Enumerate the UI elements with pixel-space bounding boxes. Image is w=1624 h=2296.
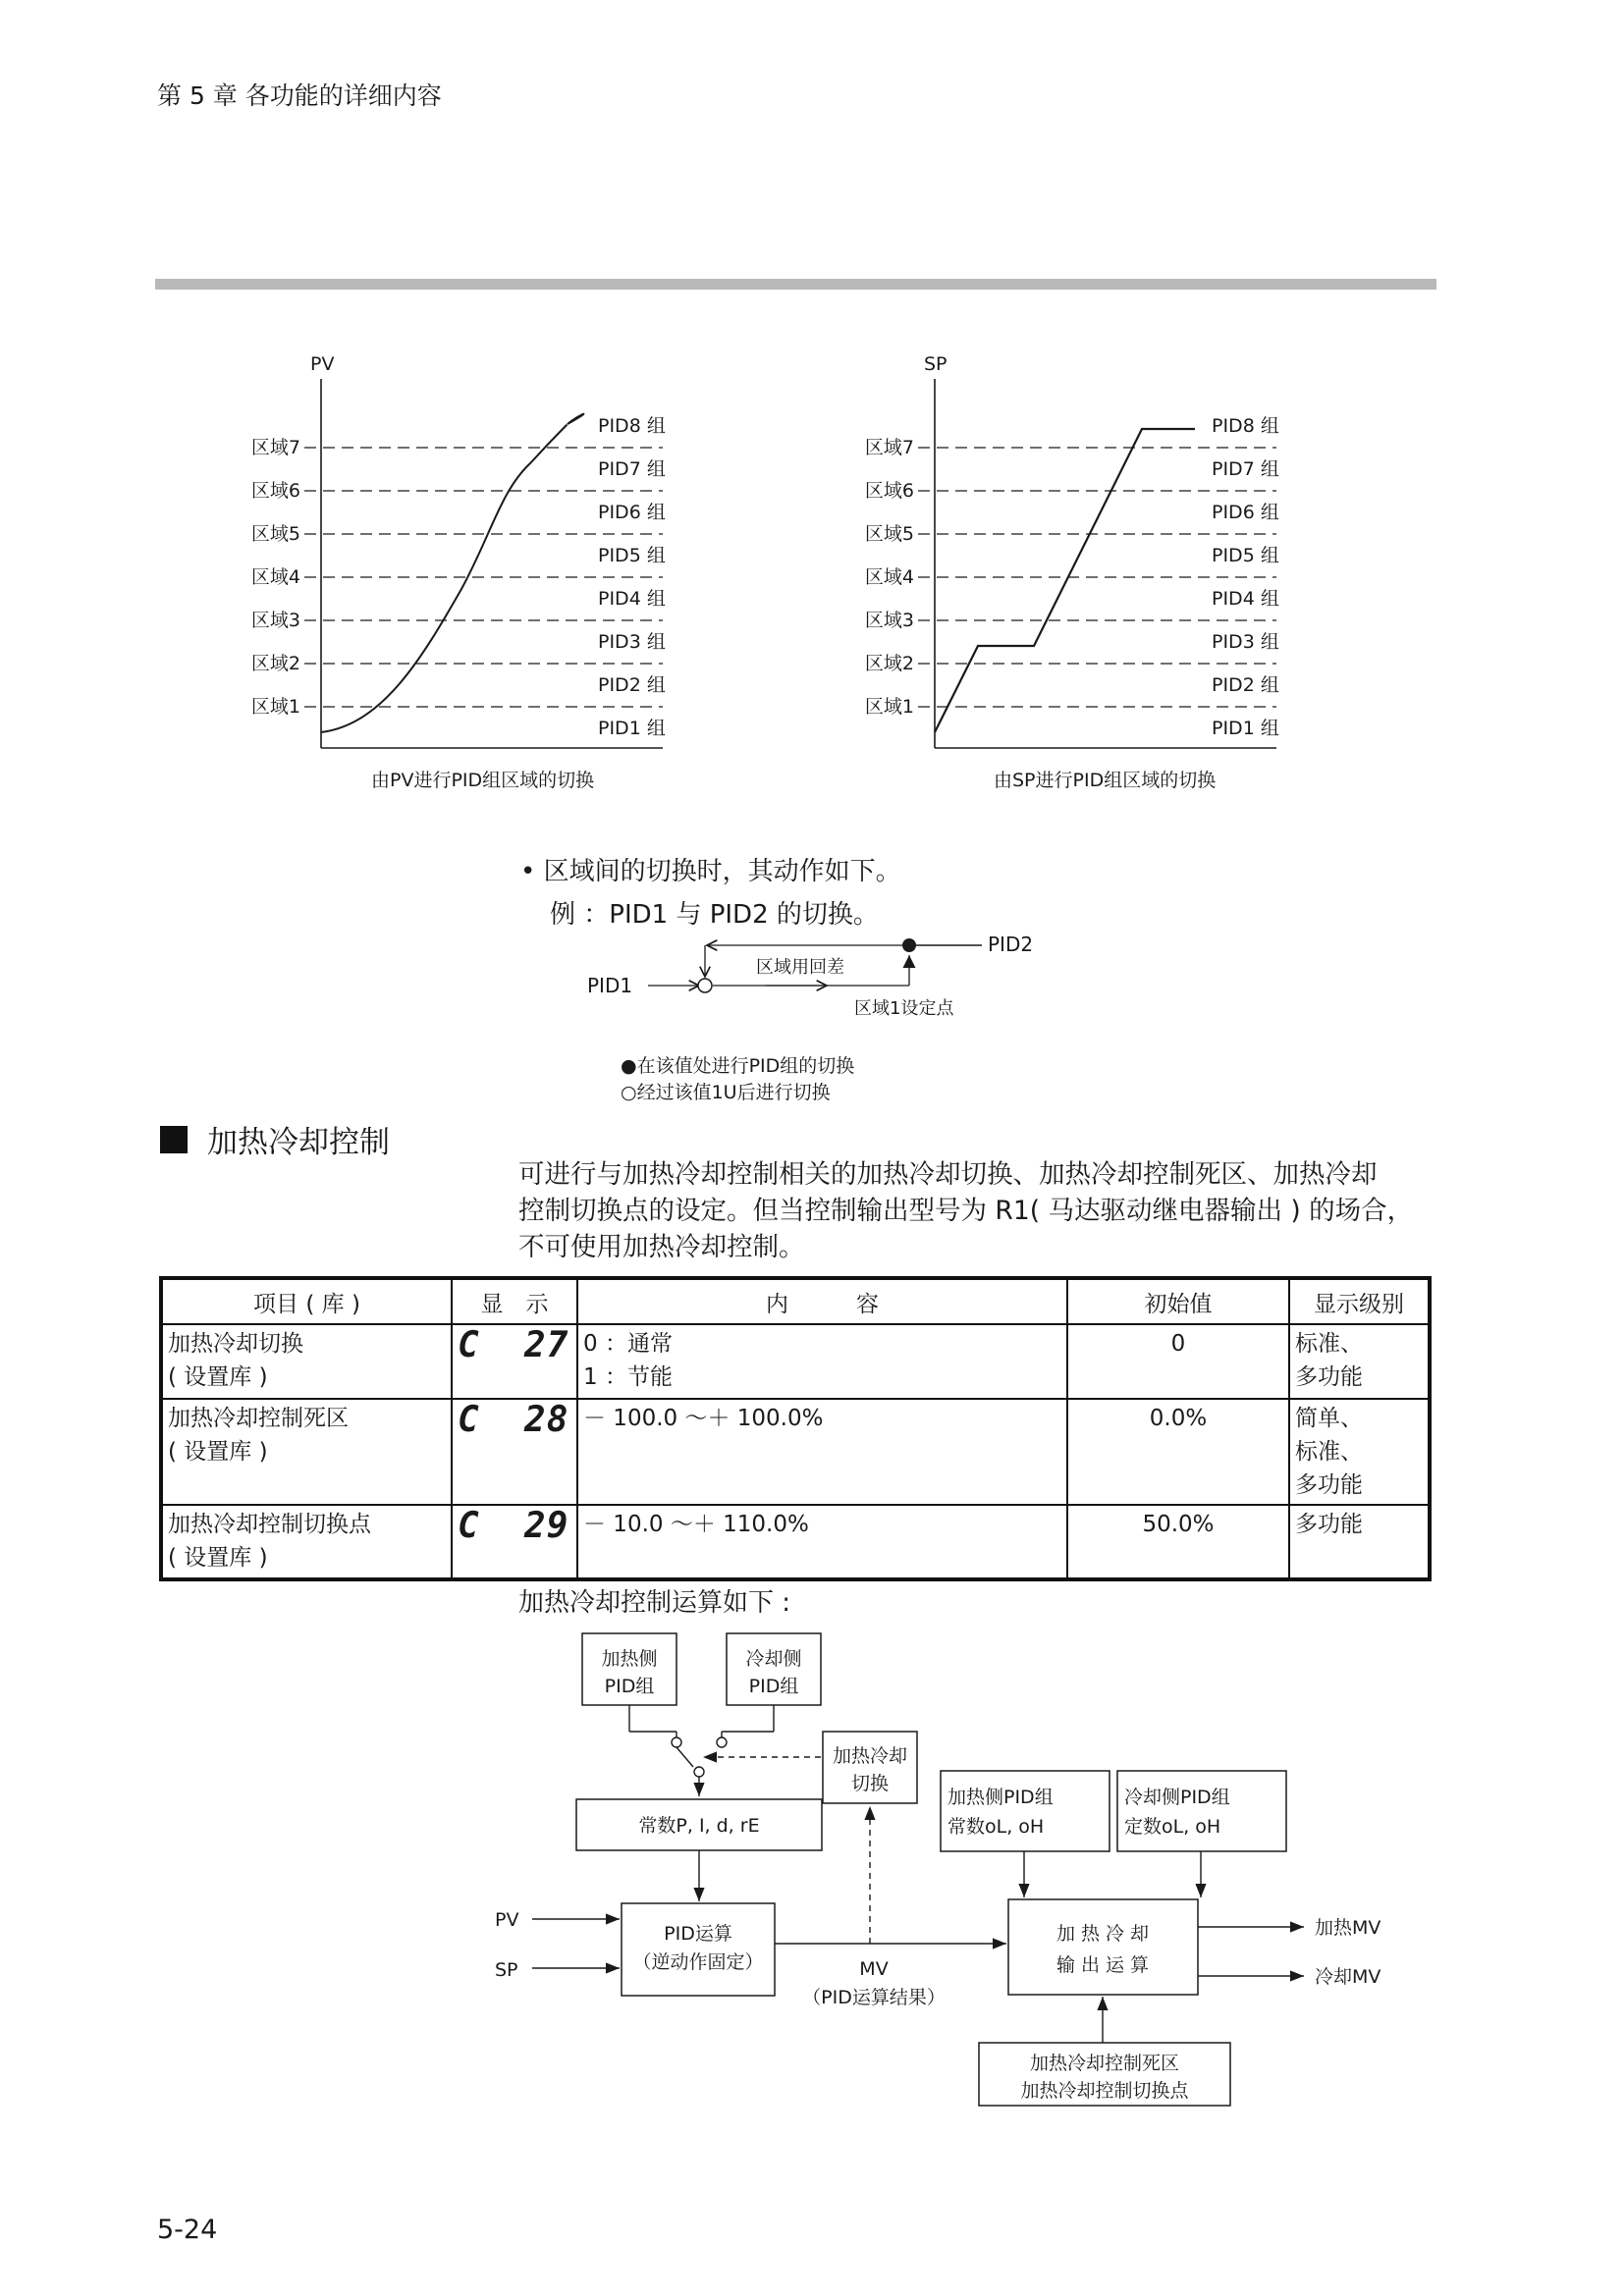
header-item: 项目 ( 库 ) bbox=[161, 1278, 452, 1324]
pv-zone-label: 区域3 bbox=[250, 610, 300, 631]
filled-switch-point bbox=[902, 938, 916, 952]
section-paragraph bbox=[518, 1156, 1441, 1265]
table-header-row bbox=[161, 1278, 1430, 1324]
header-rule bbox=[155, 279, 1436, 290]
pv-group-label: PID6 组 bbox=[598, 502, 666, 523]
header-display: 显 示 bbox=[452, 1278, 577, 1324]
cell-item: 加热冷却控制切换点 ( 设置库 ) bbox=[161, 1505, 452, 1579]
sp-zone-label: 区域3 bbox=[864, 610, 914, 631]
section-square-icon bbox=[160, 1126, 188, 1153]
pv-group-label: PID3 组 bbox=[598, 631, 666, 653]
sp-axis-label: SP bbox=[924, 353, 947, 375]
cool-const-label: 冷却侧PID组 bbox=[1124, 1787, 1230, 1808]
switch-label: 切换 bbox=[850, 1773, 890, 1794]
pid1-label: PID1 bbox=[587, 974, 633, 997]
cell-initial: 0 bbox=[1067, 1324, 1289, 1399]
pid2-label: PID2 bbox=[988, 933, 1034, 956]
calc-block-diagram bbox=[481, 1620, 1381, 2130]
cool-pid-label: PID组 bbox=[748, 1676, 799, 1697]
table-row bbox=[161, 1399, 1430, 1505]
cell-level: 简单、 标准、 多功能 bbox=[1289, 1399, 1430, 1505]
header-initial: 初始值 bbox=[1067, 1278, 1289, 1324]
hc-calc-label: 输 出 运 算 bbox=[1056, 1954, 1150, 1976]
sp-zone-label: 区域2 bbox=[864, 653, 914, 674]
sp-zone-label: 区域6 bbox=[864, 480, 914, 502]
legend-filled: ●在该值处进行PID组的切换 bbox=[621, 1055, 855, 1077]
pid-calc-label: （逆动作固定） bbox=[632, 1951, 764, 1973]
heat-pid-label: PID组 bbox=[604, 1676, 655, 1697]
pv-group-label: PID4 组 bbox=[598, 588, 666, 610]
sp-group-label: PID1 组 bbox=[1212, 718, 1279, 739]
sp-zone-label: 区域1 bbox=[864, 696, 914, 718]
cell-level: 标准、 多功能 bbox=[1289, 1324, 1430, 1399]
pv-zone-label: 区域6 bbox=[250, 480, 300, 502]
heat-const-label: 加热侧PID组 bbox=[947, 1787, 1054, 1808]
chapter-header: 第 5 章 各功能的详细内容 bbox=[157, 81, 442, 110]
cell-item: 加热冷却切换 ( 设置库 ) bbox=[161, 1324, 452, 1399]
cell-initial: 0.0% bbox=[1067, 1399, 1289, 1505]
zone1-setpoint-label: 区域1设定点 bbox=[854, 998, 954, 1019]
page-number: 5-24 bbox=[157, 2215, 218, 2245]
switching-note-example: 例 ：PID1 与 PID2 的切换。 bbox=[550, 900, 879, 930]
switch-legend bbox=[621, 1053, 854, 1106]
table-row bbox=[161, 1505, 1430, 1579]
sp-group-label: PID8 组 bbox=[1212, 415, 1279, 437]
cell-initial: 50.0% bbox=[1067, 1505, 1289, 1579]
cell-item: 加热冷却控制死区 ( 设置库 ) bbox=[161, 1399, 452, 1505]
hollow-switch-point bbox=[698, 979, 712, 992]
cool-pid-label: 冷却侧 bbox=[745, 1648, 802, 1670]
pv-zone-label: 区域5 bbox=[250, 523, 300, 545]
switchpoint-label: 加热冷却控制切换点 bbox=[1020, 2080, 1189, 2102]
switch-label: 加热冷却 bbox=[832, 1745, 908, 1767]
switch-pivot bbox=[694, 1767, 704, 1777]
cool-mv-label: 冷却MV bbox=[1315, 1966, 1381, 1988]
pv-group-label: PID5 组 bbox=[598, 545, 666, 566]
pv-graph-caption: 由PV进行PID组区域的切换 bbox=[371, 770, 595, 791]
mv-note-label: （PID运算结果） bbox=[802, 1987, 946, 2008]
heat-pid-label: 加热侧 bbox=[601, 1648, 658, 1670]
heat-mv-label: 加热MV bbox=[1315, 1917, 1381, 1939]
switch-contact-cool bbox=[717, 1737, 727, 1747]
segment-display: C 29 bbox=[458, 1506, 569, 1546]
sp-group-label: PID3 组 bbox=[1212, 631, 1279, 653]
segment-display: C 27 bbox=[458, 1325, 569, 1365]
sp-group-label: PID2 组 bbox=[1212, 674, 1279, 696]
sp-zone-label: 区域7 bbox=[864, 437, 914, 458]
pv-zone-label: 区域4 bbox=[250, 566, 300, 588]
heat-const-box bbox=[941, 1771, 1110, 1851]
sp-input-label: SP bbox=[495, 1959, 518, 1981]
paragraph-line: 控制切换点的设定。但当控制输出型号为 R1( 马达驱动继电器输出 ) 的场合， bbox=[518, 1196, 1414, 1226]
sp-group-label: PID5 组 bbox=[1212, 545, 1279, 566]
sp-group-label: PID4 组 bbox=[1212, 588, 1279, 610]
pv-group-label: PID1 组 bbox=[598, 718, 666, 739]
cool-const-label: 定数oL, oH bbox=[1124, 1816, 1221, 1838]
paragraph-line: 可进行与加热冷却控制相关的加热冷却切换、加热冷却控制死区、加热冷却 bbox=[518, 1159, 1378, 1190]
pv-zone-label: 区域7 bbox=[250, 437, 300, 458]
switching-note-line: • 区域间的切换时，其动作如下。 bbox=[520, 857, 901, 886]
cell-level: 多功能 bbox=[1289, 1505, 1430, 1579]
legend-hollow: ○经过该值1U后进行切换 bbox=[621, 1082, 831, 1103]
heat-const-label: 常数oL, oH bbox=[947, 1816, 1045, 1838]
switching-note bbox=[520, 850, 901, 936]
sp-graph-caption: 由SP进行PID组区域的切换 bbox=[994, 770, 1217, 791]
cell-display bbox=[452, 1324, 577, 1399]
pv-zone-label: 区域1 bbox=[250, 696, 300, 718]
pv-group-label: PID7 组 bbox=[598, 458, 666, 480]
sp-zone-label: 区域4 bbox=[864, 566, 914, 588]
cell-display bbox=[452, 1505, 577, 1579]
section-title: 加热冷却控制 bbox=[207, 1125, 390, 1160]
pv-group-label: PID8 组 bbox=[598, 415, 666, 437]
hc-calc-box bbox=[1008, 1899, 1198, 1995]
header-content: 内 容 bbox=[577, 1278, 1067, 1324]
cell-content: 0 ：通常 1 ：节能 bbox=[577, 1324, 1067, 1399]
cell-display bbox=[452, 1399, 577, 1505]
pv-axis-label: PV bbox=[310, 353, 335, 375]
paragraph-line: 不可使用加热冷却控制。 bbox=[518, 1232, 805, 1262]
sp-zone-label: 区域5 bbox=[864, 523, 914, 545]
hysteresis-label: 区域用回差 bbox=[756, 957, 844, 978]
pv-input-label: PV bbox=[495, 1909, 519, 1931]
graph-pv bbox=[236, 344, 697, 805]
hc-calc-label: 加 热 冷 却 bbox=[1056, 1923, 1150, 1945]
cool-const-box bbox=[1117, 1771, 1286, 1851]
header-level: 显示级别 bbox=[1289, 1278, 1430, 1324]
deadband-label: 加热冷却控制死区 bbox=[1029, 2053, 1180, 2074]
cell-content: － 100.0 ～＋ 100.0% bbox=[577, 1399, 1067, 1505]
segment-display: C 28 bbox=[458, 1400, 569, 1440]
calc-intro: 加热冷却控制运算如下 : bbox=[518, 1588, 791, 1618]
mv-label: MV bbox=[859, 1958, 889, 1980]
table-row bbox=[161, 1324, 1430, 1399]
pid-calc-box bbox=[622, 1903, 775, 1996]
sp-group-label: PID7 组 bbox=[1212, 458, 1279, 480]
cell-content: － 10.0 ～＋ 110.0% bbox=[577, 1505, 1067, 1579]
constants-label: 常数P, I, d, rE bbox=[638, 1815, 760, 1837]
pv-group-label: PID2 组 bbox=[598, 674, 666, 696]
sp-group-label: PID6 组 bbox=[1212, 502, 1279, 523]
parameter-table bbox=[159, 1276, 1432, 1581]
switch-contact-heat bbox=[672, 1737, 681, 1747]
graph-sp bbox=[849, 344, 1311, 805]
pid-calc-label: PID运算 bbox=[664, 1923, 732, 1945]
switch-diagram bbox=[579, 928, 1034, 1026]
pv-zone-label: 区域2 bbox=[250, 653, 300, 674]
section-heading bbox=[160, 1117, 390, 1161]
